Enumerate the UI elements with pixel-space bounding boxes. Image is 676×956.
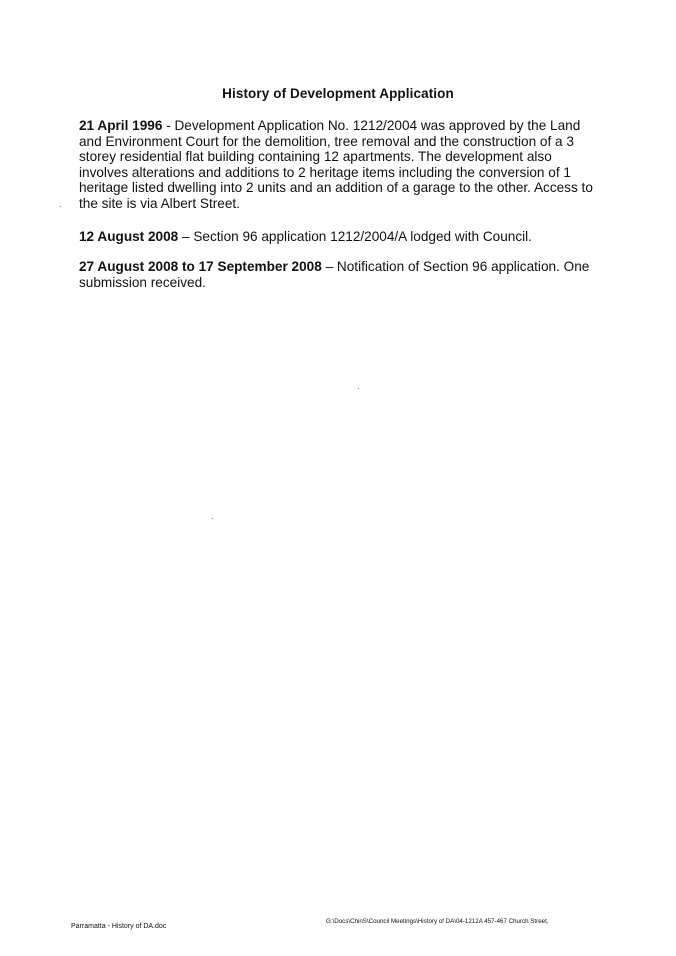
entry-separator: – <box>178 229 194 244</box>
scan-speck <box>60 206 61 207</box>
entry-date: 21 April 1996 <box>79 118 163 133</box>
entry-separator: - <box>162 118 175 133</box>
history-entry <box>79 118 599 211</box>
entry-text: Development Application No. 1212/2004 was approved by the Land and Environment Court for the demolition, tree removal and the construction of a 3 storey residential flat building containing 12 apartments. The development also involves alterations and additions to 2 heritage items including the conversion of 1 heritage listed dwelling into 2 units and an addition of a garage to the other. Access to the site is via Albert Street. <box>79 118 593 211</box>
entry-separator: – <box>321 259 337 274</box>
scan-speck <box>358 388 359 389</box>
footer-path: G:\Docs\ChinS\Council Meetings\History of DA\04-1212A 457-467 Church Street, <box>326 918 549 925</box>
history-entry <box>79 259 599 290</box>
entry-date: 27 August 2008 to 17 September 2008 <box>79 259 322 274</box>
footer-filename: Parramatta - History of DA.doc <box>71 923 167 930</box>
history-entry <box>79 229 599 245</box>
scan-speck <box>212 518 213 519</box>
document-title: History of Development Application <box>222 86 454 101</box>
entry-date: 12 August 2008 <box>79 229 179 244</box>
entry-text: Notification of Section 96 application. One submission received. <box>79 259 590 290</box>
entry-text: Section 96 application 1212/2004/A lodged with Council. <box>193 229 532 244</box>
